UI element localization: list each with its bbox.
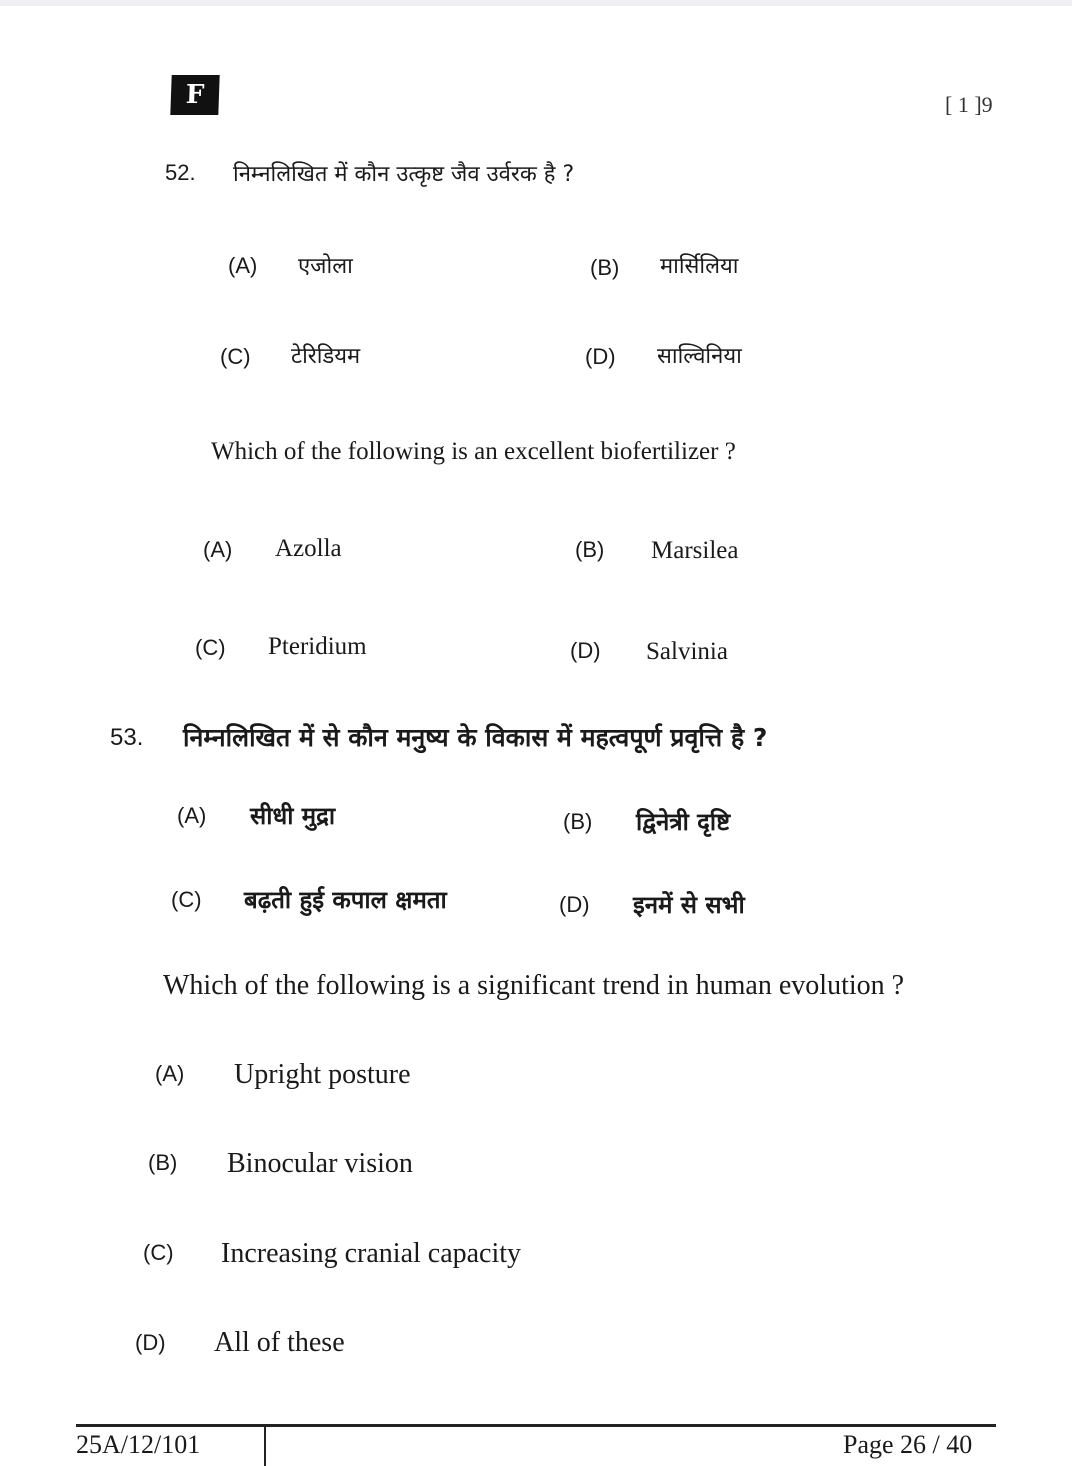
set-label-badge: F <box>170 75 219 115</box>
option-label: (B) <box>575 537 605 562</box>
option-label: (B) <box>590 255 620 280</box>
option-text-english: Salvinia <box>646 638 728 665</box>
option-text-hindi: टेरिडियम <box>291 344 361 369</box>
option-text-english: Binocular vision <box>227 1148 413 1179</box>
option-text-hindi: बढ़ती हुई कपाल क्षमता <box>244 886 447 914</box>
option-label: (C) <box>195 635 226 660</box>
option-text-english: Azolla <box>275 535 342 562</box>
question-text-hindi: निम्नलिखित में कौन उत्कृष्ट जैव उर्वरक है ? <box>233 162 575 187</box>
option-label: (C) <box>143 1240 174 1265</box>
page-number: Page 26 / 40 <box>843 1430 973 1459</box>
option-label: (D) <box>135 1330 166 1355</box>
option-text-hindi: एजोला <box>298 254 353 279</box>
top-bar <box>0 0 1072 6</box>
option-label: (D) <box>559 892 590 917</box>
question-text-english: Which of the following is an excellent biofertilizer ? <box>211 438 736 465</box>
question-text-hindi: निम्नलिखित में से कौन मनुष्य के विकास में महत्वपूर्ण प्रवृत्ति है ? <box>183 723 768 752</box>
option-text-english: All of these <box>214 1327 345 1358</box>
option-label: (B) <box>148 1150 178 1175</box>
option-label: (A) <box>228 253 258 278</box>
option-label: (D) <box>570 638 601 663</box>
option-text-english: Increasing cranial capacity <box>221 1238 522 1269</box>
option-text-hindi: साल्विनिया <box>657 344 742 369</box>
option-text-english: Upright posture <box>234 1059 411 1090</box>
option-label: (C) <box>220 344 251 369</box>
option-text-hindi: सीधी मुद्रा <box>250 802 336 830</box>
option-label: (B) <box>563 809 593 834</box>
option-text-hindi: इनमें से सभी <box>633 891 745 919</box>
option-text-hindi: मार्सिलिया <box>660 254 739 279</box>
paper-code: 25A/12/101 <box>76 1430 201 1459</box>
option-label: (C) <box>171 887 202 912</box>
option-label: (D) <box>585 344 616 369</box>
footer-rule <box>76 1424 996 1427</box>
option-text-english: Marsilea <box>651 537 739 564</box>
option-text-hindi: द्विनेत्री दृष्टि <box>636 808 731 836</box>
option-text-english: Pteridium <box>268 633 367 660</box>
option-label: (A) <box>155 1061 185 1086</box>
page-mark: [ 1 ]9 <box>945 92 993 117</box>
option-label: (A) <box>177 803 207 828</box>
question-number: 53. <box>110 724 144 751</box>
option-label: (A) <box>203 537 233 562</box>
footer-divider <box>264 1426 266 1466</box>
question-text-english: Which of the following is a significant trend in human evolution ? <box>163 970 905 1001</box>
question-number: 52. <box>165 160 196 185</box>
